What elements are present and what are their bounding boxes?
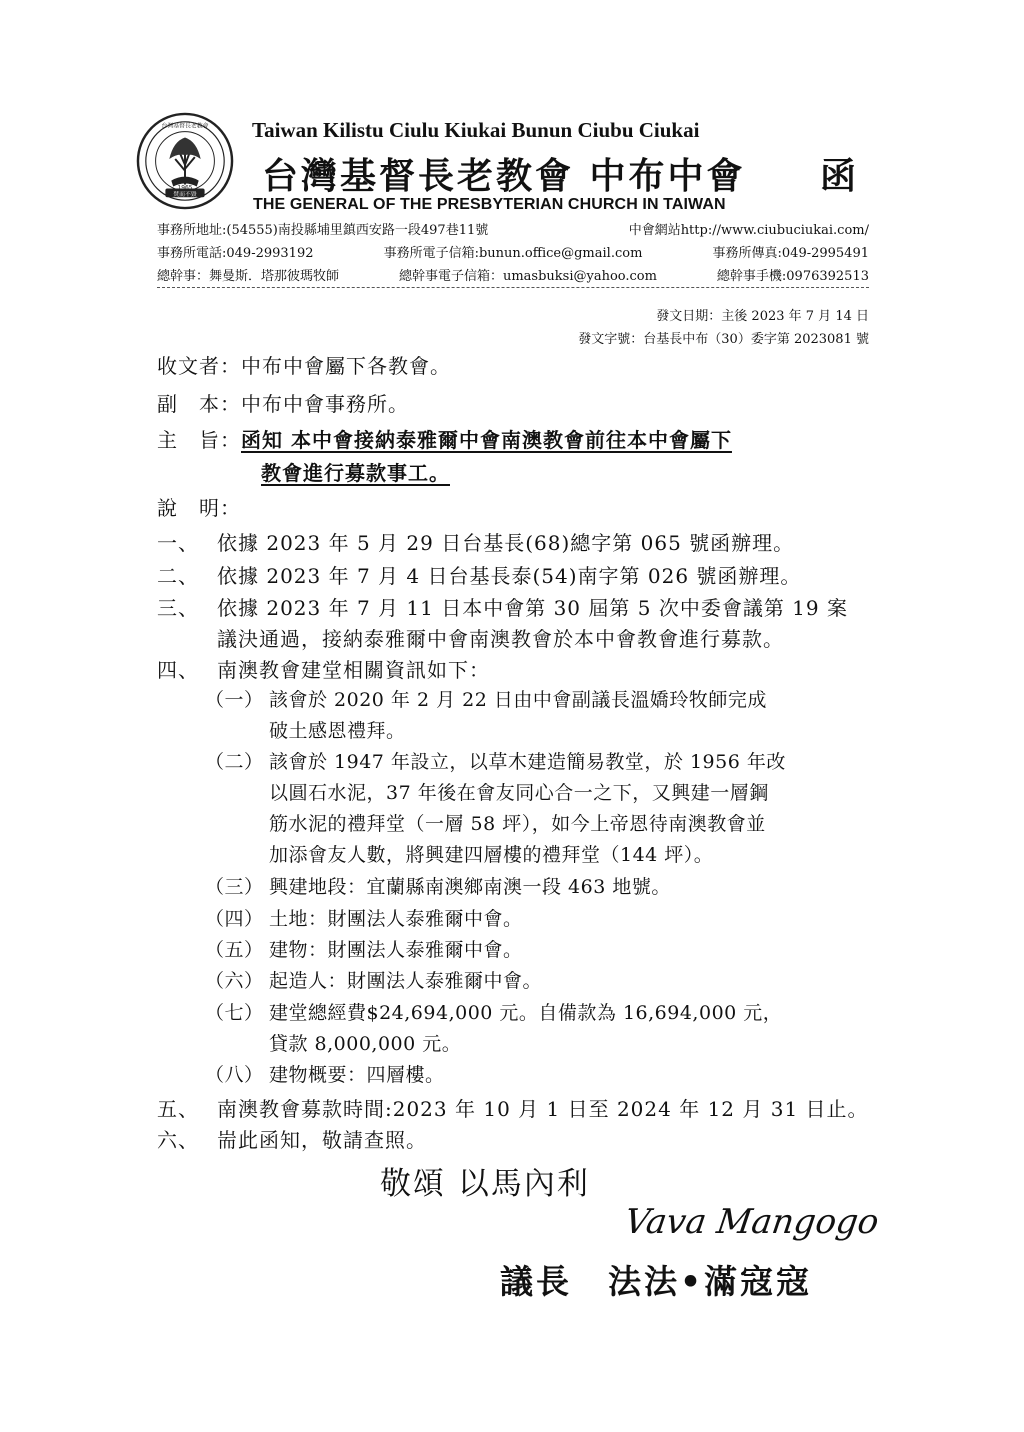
seal-year: 1965 [177, 185, 193, 192]
website: 中會網站http://www.ciubuciukai.com/ [628, 223, 869, 238]
subitem-label: （七） [205, 1002, 264, 1024]
subitem-6 [205, 966, 542, 993]
issue-date: 發文日期：主後 2023 年 7 月 14 日 [656, 309, 869, 324]
item-text: 依據 2023 年 5 月 29 日台基長(68)總字第 065 號函辦理。 [217, 531, 795, 555]
header-divider [157, 287, 869, 288]
secretary-mobile: 總幹事手機:0976392513 [716, 269, 869, 284]
subitem-text: 建物：財團法人泰雅爾中會。 [269, 939, 523, 961]
item-3 [157, 592, 848, 621]
contact-row-2 [157, 242, 869, 261]
item-text: 耑此函知，敬請查照。 [217, 1128, 427, 1152]
subitem-label: （四） [205, 908, 264, 930]
subitem-7 [205, 998, 782, 1025]
item-number: 二、 [157, 564, 199, 588]
subitem-text: 建堂總經費$24,694,000 元。自備款為 16,694,000 元， [269, 1002, 783, 1024]
item-text: 南澳教會建堂相關資訊如下： [217, 658, 490, 682]
subitem-4 [205, 904, 523, 931]
recipient-line [157, 350, 451, 379]
secretary-name: 總幹事：舞曼斯．塔那彼瑪牧師 [157, 269, 340, 284]
subitem-7-line-2: 貸款 8,000,000 元。 [269, 1033, 462, 1055]
item-number: 六、 [157, 1128, 199, 1152]
item-number: 五、 [157, 1097, 199, 1121]
recipient: 中布中會屬下各教會。 [241, 354, 451, 378]
closing-salutation: 敬頌 以馬內利 [380, 1166, 590, 1202]
contact-row-3 [157, 265, 869, 284]
subitem-label: （三） [205, 876, 264, 898]
seal-top-text: 台灣基督長老教會 [161, 123, 209, 130]
church-seal [136, 112, 234, 210]
subitem-5 [205, 935, 523, 962]
contact-row-1 [157, 219, 869, 238]
subitem-1-line-2: 破土感恩禮拜。 [269, 720, 406, 742]
subitem-label: （八） [205, 1064, 264, 1086]
handwritten-signature: Vava Mangogo [622, 1202, 882, 1242]
office-address: 事務所地址:(54555)南投縣埔里鎮西安路一段497巷11號 [157, 223, 489, 238]
item-number: 三、 [157, 596, 199, 620]
english-name: THE GENERAL OF THE PRESBYTERIAN CHURCH IN TAIWAN [253, 196, 726, 213]
subitem-label: （五） [205, 939, 264, 961]
subitem-2-line-2: 以圓石水泥，37 年後在會友同心合一之下，又興建一層鋼 [269, 782, 769, 804]
subject-line [157, 424, 732, 453]
subject-continuation [261, 457, 450, 486]
item-4 [157, 654, 490, 683]
item-number: 四、 [157, 658, 199, 682]
item-text: 依據 2023 年 7 月 4 日台基長泰(54)南字第 026 號函辦理。 [217, 564, 802, 588]
subitem-2-line-4: 加添會友人數，將興建四層樓的禮拜堂（144 坪）。 [269, 844, 714, 866]
subitem-text: 起造人：財團法人泰雅爾中會。 [269, 970, 543, 992]
subitem-label: （六） [205, 970, 264, 992]
signatory: 議長 法法•滿寇寇 [500, 1262, 813, 1301]
subitem-text: 土地：財團法人泰雅爾中會。 [269, 908, 523, 930]
recipient-label: 收文者： [157, 354, 241, 378]
subitem-text: 建物概要：四層樓。 [269, 1064, 445, 1086]
subitem-text: 該會於 1947 年設立，以草木建造簡易教堂，於 1956 年改 [269, 751, 786, 773]
document-number: 發文字號：台基長中布（30）委字第 2023081 號 [578, 332, 869, 347]
office-email: 事務所電子信箱:bunun.office@gmail.com [383, 246, 643, 261]
subitem-label: （二） [205, 751, 264, 773]
seal-motto: 焚而不毀 [173, 191, 197, 198]
subitem-label: （一） [205, 689, 264, 711]
subitem-2-line-3: 筋水泥的禮拜堂（一層 58 坪），如今上帝恩待南澳教會並 [269, 813, 766, 835]
item-3-continuation: 議決通過，接納泰雅爾中會南澳教會於本中會教會進行募款。 [217, 627, 784, 651]
bunun-name: Taiwan Kilistu Ciulu Kiukai Bunun Ciubu Ciukai [252, 118, 700, 142]
subitem-2 [205, 747, 786, 774]
copy-line [157, 388, 409, 417]
chinese-name: 台灣基督長老教會 中布中會 [262, 155, 746, 197]
item-1 [157, 527, 794, 556]
item-2 [157, 560, 801, 589]
subject-text-2: 教會進行募款事工。 [261, 461, 450, 485]
subject-text-1: 函知 本中會接納泰雅爾中會南澳教會前往本中會屬下 [241, 428, 732, 452]
subitem-1 [205, 685, 767, 712]
subject-label: 主 旨： [157, 428, 241, 452]
subitem-3 [205, 872, 671, 899]
item-5 [157, 1093, 869, 1122]
subitem-text: 興建地段：宜蘭縣南澳鄉南澳一段 463 地號。 [269, 876, 671, 898]
copy-recipient: 中布中會事務所。 [241, 392, 409, 416]
subitem-text: 該會於 2020 年 2 月 22 日由中會副議長溫嬌玲牧師完成 [269, 689, 767, 711]
letter-type: 函 [820, 155, 857, 197]
office-phone: 事務所電話:049-2993192 [157, 246, 314, 261]
secretary-email: 總幹事電子信箱：umasbuksi@yahoo.com [398, 269, 657, 284]
item-text: 南澳教會募款時間:2023 年 10 月 1 日至 2024 年 12 月 31 日止。 [217, 1097, 869, 1121]
item-number: 一、 [157, 531, 199, 555]
item-6 [157, 1124, 427, 1153]
subitem-8 [205, 1060, 445, 1087]
explanation-label: 說 明： [157, 496, 241, 520]
office-fax: 事務所傳真:049-2995491 [712, 246, 869, 261]
copy-label: 副 本： [157, 392, 241, 416]
item-text: 依據 2023 年 7 月 11 日本中會第 30 屆第 5 次中委會議第 19 案 [217, 596, 848, 620]
